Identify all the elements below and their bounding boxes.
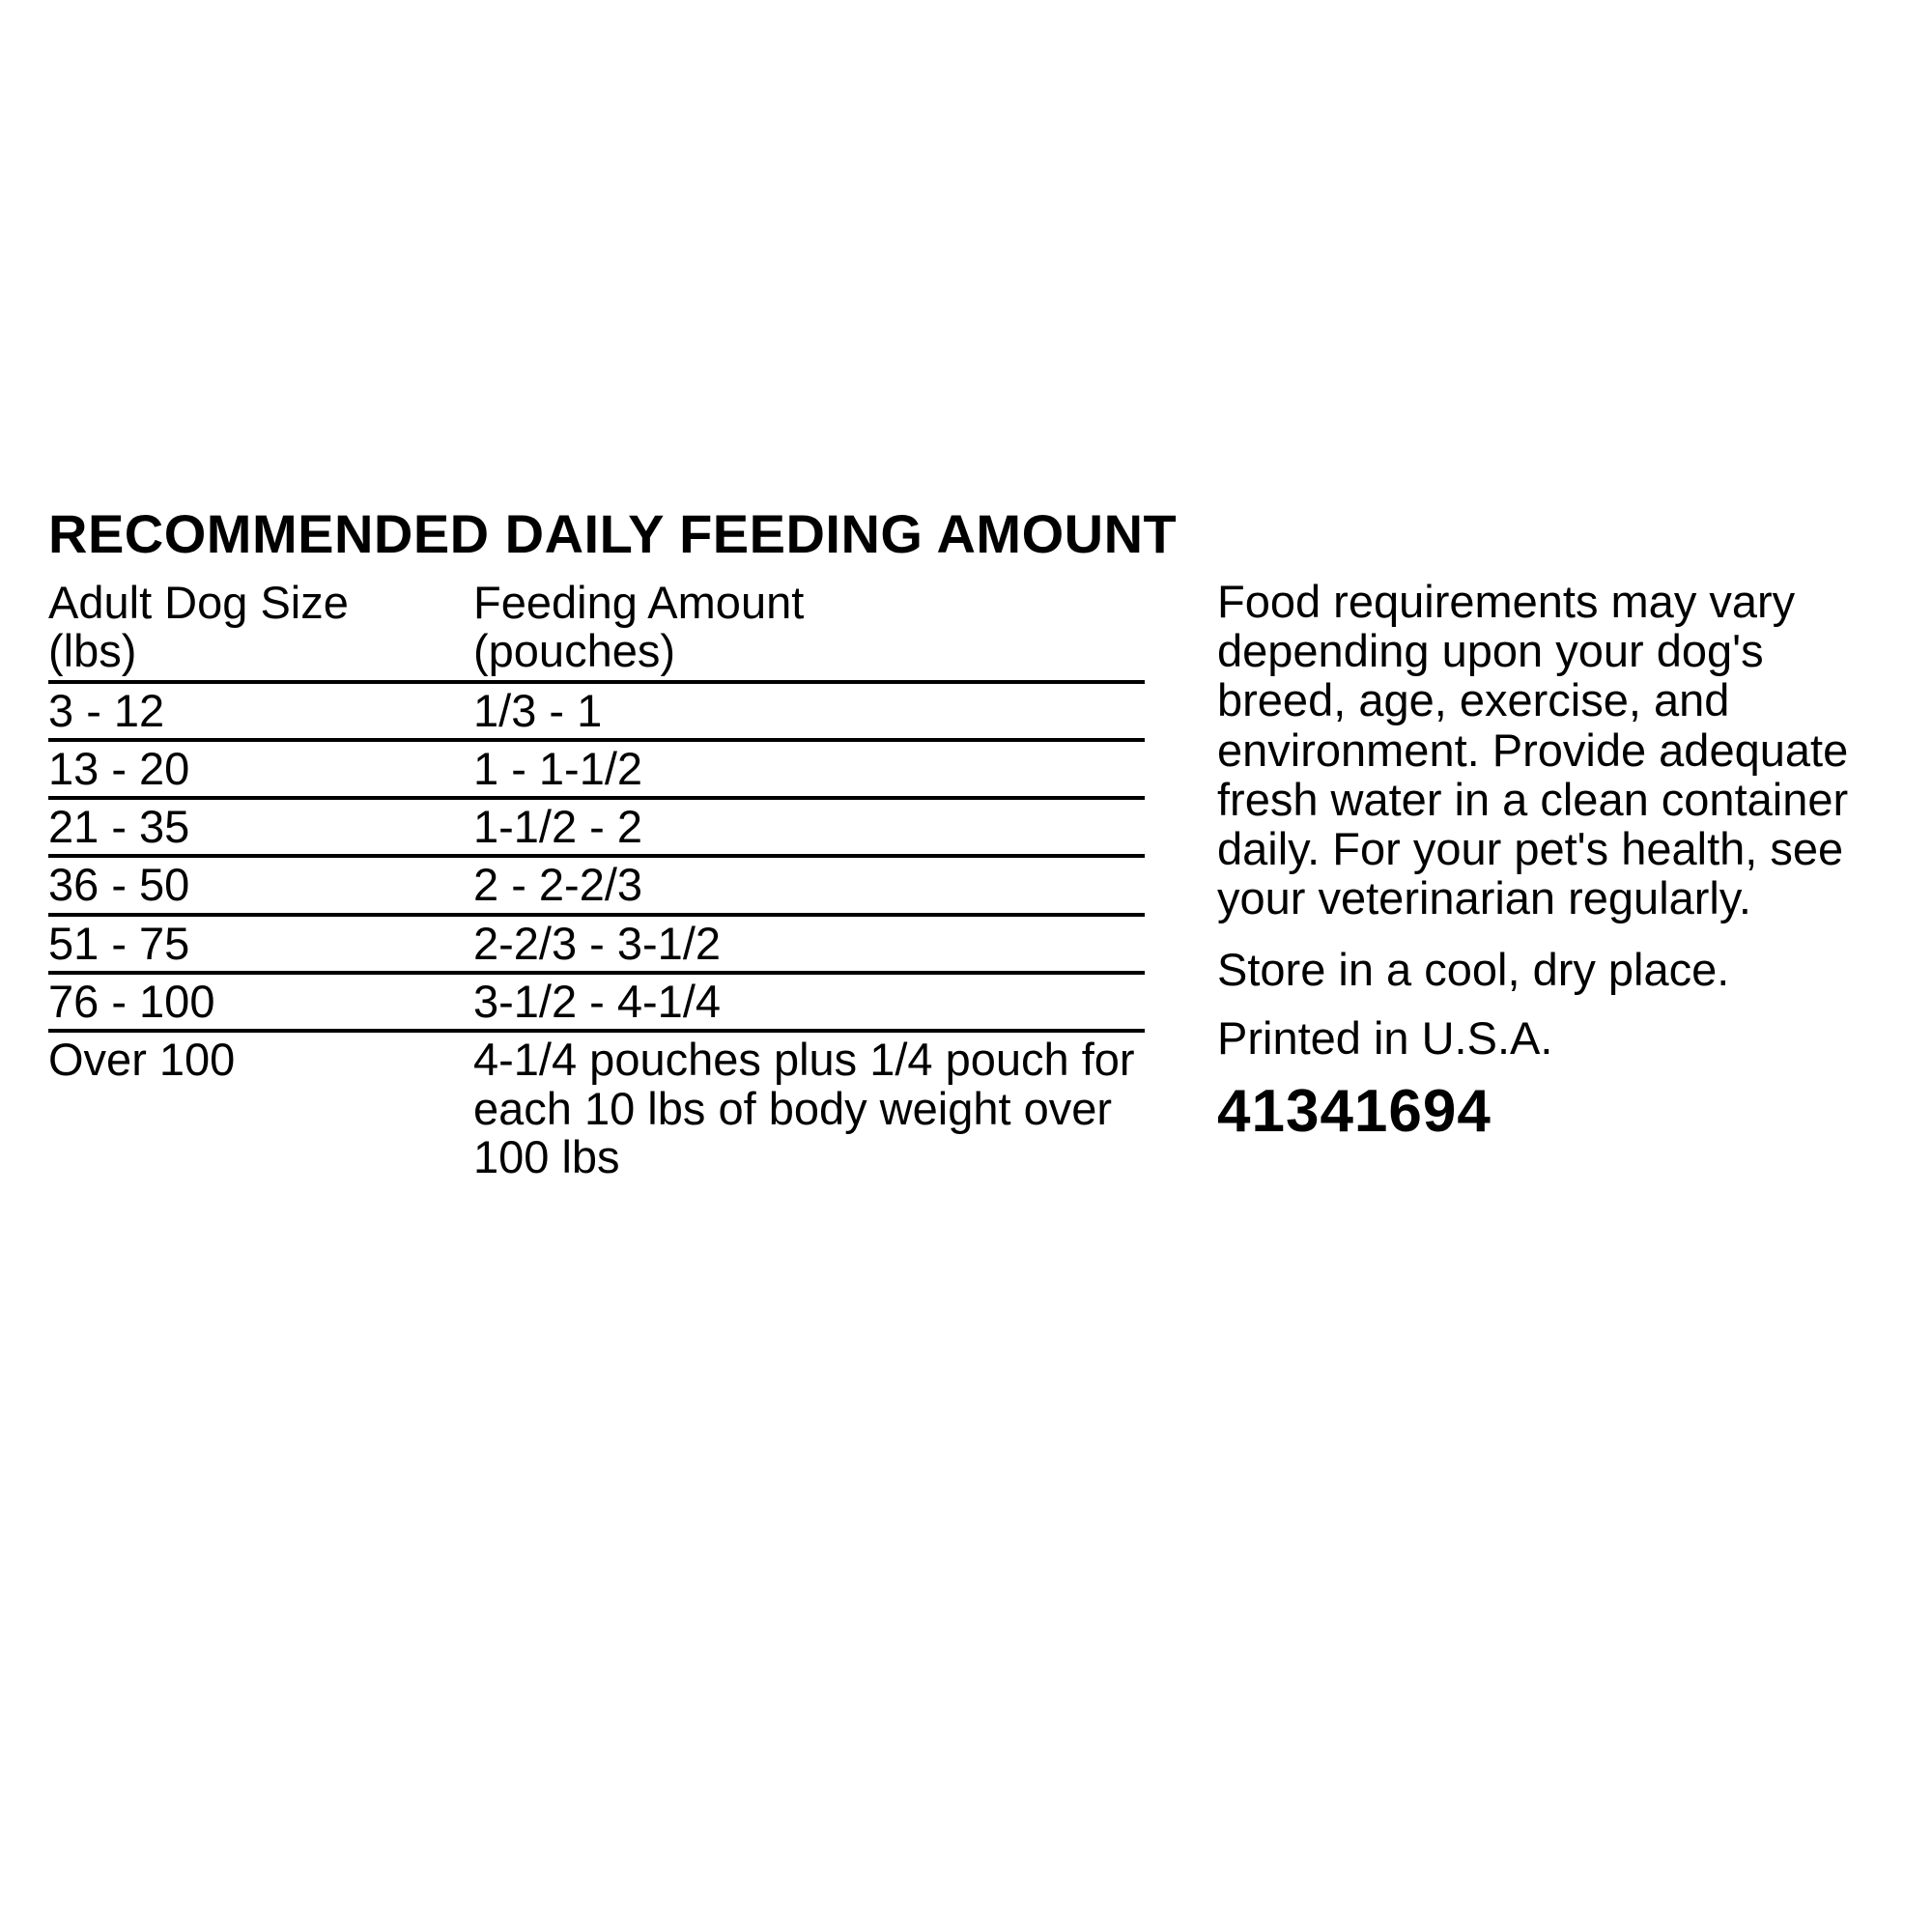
column-header-dog-size-line2: (lbs)	[48, 625, 137, 677]
cell-feeding-amount: 1-1/2 - 2	[473, 798, 1145, 856]
label-columns	[48, 577, 1884, 1181]
cell-dog-size: 51 - 75	[48, 915, 473, 973]
table-row	[48, 915, 1145, 973]
column-header-feeding-amount-line1: Feeding Amount	[473, 577, 805, 628]
printed-in-text: Printed in U.S.A.	[1217, 1011, 1553, 1064]
feeding-table-column	[48, 577, 1188, 1181]
table-row	[48, 740, 1145, 798]
cell-feeding-amount: 4-1/4 pouches plus 1/4 pouch for each 10 lbs of body weight over 100 lbs	[473, 1031, 1145, 1181]
cell-dog-size: 76 - 100	[48, 973, 473, 1031]
cell-feeding-amount: 1 - 1-1/2	[473, 740, 1145, 798]
cell-feeding-amount: 2 - 2-2/3	[473, 856, 1145, 914]
cell-feeding-amount: 1/3 - 1	[473, 682, 1145, 740]
feeding-table	[48, 577, 1145, 1181]
cell-dog-size: 13 - 20	[48, 740, 473, 798]
feeding-table-header	[48, 577, 1145, 682]
table-row	[48, 682, 1145, 740]
cell-feeding-amount: 3-1/2 - 4-1/4	[473, 973, 1145, 1031]
column-header-dog-size-line1: Adult Dog Size	[48, 577, 349, 628]
column-header-dog-size	[48, 577, 473, 682]
column-header-feeding-amount	[473, 577, 1145, 682]
feeding-label-panel	[0, 464, 1932, 1468]
product-code: 41341694	[1217, 1077, 1492, 1145]
table-header-row	[48, 577, 1145, 682]
cell-dog-size: 3 - 12	[48, 682, 473, 740]
feeding-table-body	[48, 682, 1145, 1182]
cell-feeding-amount: 2-2/3 - 3-1/2	[473, 915, 1145, 973]
table-row	[48, 798, 1145, 856]
cell-dog-size: 21 - 35	[48, 798, 473, 856]
notes-column	[1188, 576, 1884, 1145]
page-title: RECOMMENDED DAILY FEEDING AMOUNT	[48, 503, 1178, 564]
cell-dog-size: 36 - 50	[48, 856, 473, 914]
table-row	[48, 1031, 1145, 1181]
column-header-feeding-amount-line2: (pouches)	[473, 625, 675, 677]
table-row	[48, 856, 1145, 914]
cell-dog-size: Over 100	[48, 1031, 473, 1181]
storage-text: Store in a cool, dry place.	[1217, 943, 1730, 995]
label-content	[48, 503, 1884, 1182]
table-row	[48, 973, 1145, 1031]
food-requirements-text: Food requirements may vary depending upon your dog's breed, age, exercise, and environment. Provide adequate fresh water in a clean container daily. For your pet's health, see your veterinarian regularly.	[1217, 576, 1849, 924]
